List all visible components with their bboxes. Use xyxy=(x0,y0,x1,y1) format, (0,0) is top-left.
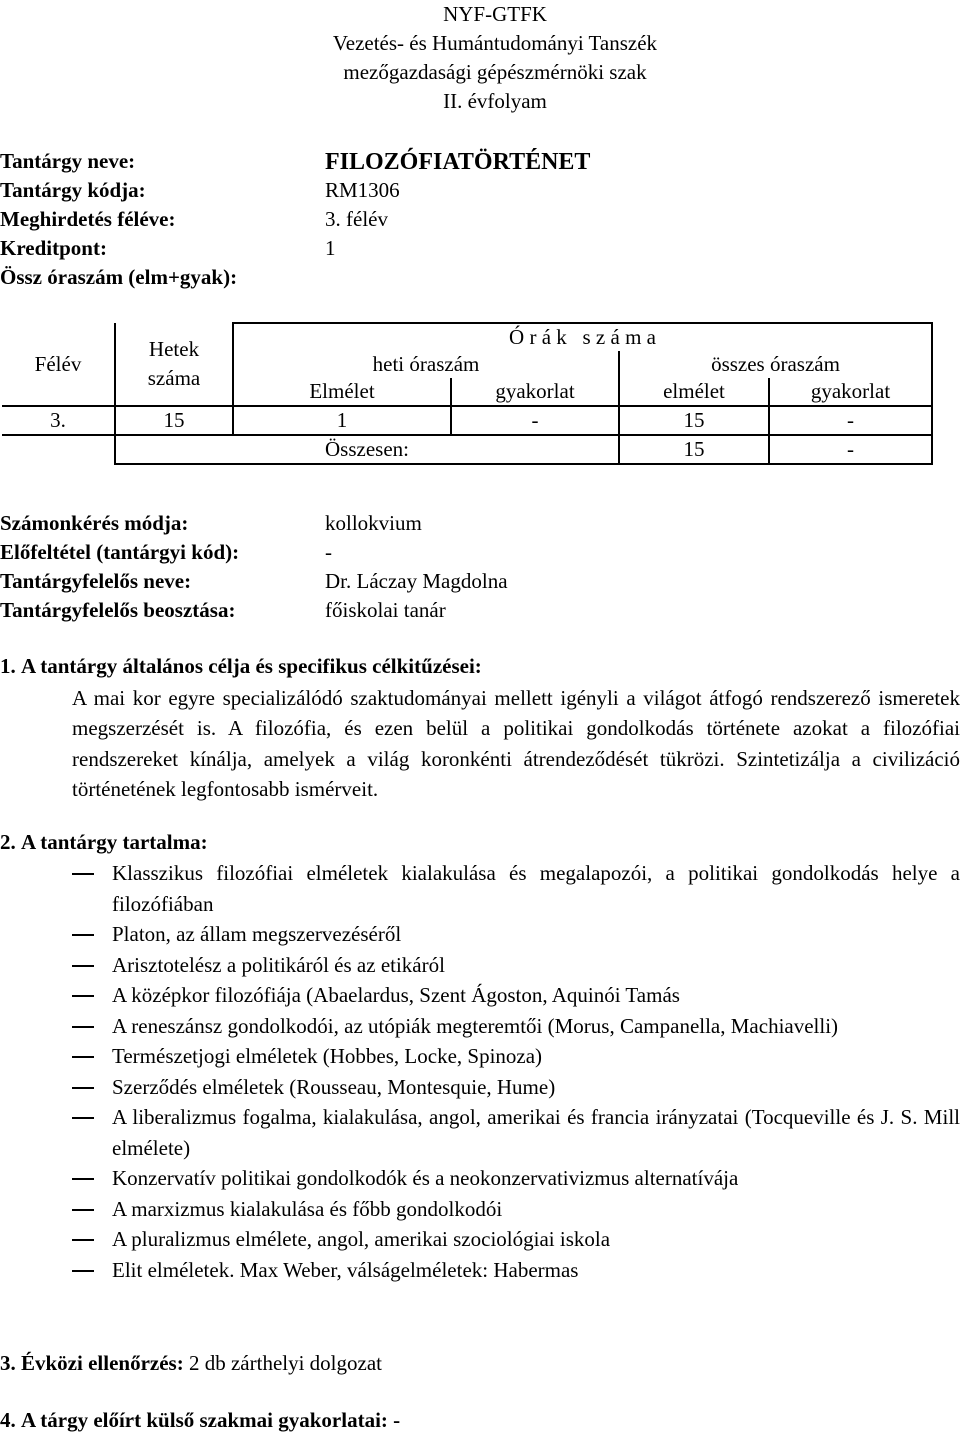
orak-szama-header: Ó r á k s z á m a xyxy=(233,323,932,351)
list-item: Természetjogi elméletek (Hobbes, Locke, Spinoza) xyxy=(0,1041,960,1072)
list-item: A pluralizmus elmélete, angol, amerikai szociológiai iskola xyxy=(0,1224,960,1255)
section3-value: 2 db zárthelyi dolgozat xyxy=(188,1351,382,1375)
credit-value: 1 xyxy=(325,236,336,260)
course-name-value: FILOZÓFIATÖRTÉNET xyxy=(325,149,591,175)
hetek-line2: száma xyxy=(147,366,201,390)
header-institution: NYF-GTFK xyxy=(443,2,547,26)
dash-bullet-icon xyxy=(72,1270,94,1272)
course-code-label: Tantárgy kódja: xyxy=(0,178,146,202)
prerequisite-value: - xyxy=(325,540,332,564)
section4-heading xyxy=(0,1406,400,1435)
list-item: Platon, az állam megszervezéséről xyxy=(0,919,960,950)
section3-title: Évközi ellenőrzés: xyxy=(21,1351,184,1375)
document-header xyxy=(0,0,960,116)
section4-value: - xyxy=(393,1408,401,1432)
section2-heading xyxy=(0,828,208,857)
heti-gyakorlat-header: gyakorlat xyxy=(451,378,619,406)
responsible-title-label: Tantárgyfelelős beosztása: xyxy=(0,598,236,622)
cell-total-label: Összesen: xyxy=(115,435,619,464)
total-hours-row xyxy=(0,263,960,292)
osszes-gyakorlat-header: gyakorlat xyxy=(769,378,932,406)
cell-osszes-gyakorlat: - xyxy=(769,406,932,435)
cell-total-gyakorlat: - xyxy=(769,435,932,464)
cell-heti-gyakorlat: - xyxy=(451,406,619,435)
course-code-row xyxy=(0,176,960,205)
exam-type-label: Számonkérés módja: xyxy=(0,511,189,535)
osszes-elmelet-header: elmélet xyxy=(619,378,769,406)
exam-type-value: kollokvium xyxy=(325,511,422,535)
semester-row xyxy=(0,205,960,234)
dash-bullet-icon xyxy=(72,965,94,967)
osszes-oraszam-header: összes óraszám xyxy=(619,351,932,378)
cell-osszes-elmelet: 15 xyxy=(619,406,769,435)
cell-total-elmelet: 15 xyxy=(619,435,769,464)
col-hetek-header xyxy=(115,323,233,406)
course-code-value: RM1306 xyxy=(325,178,400,202)
header-department: Vezetés- és Humántudományi Tanszék xyxy=(332,31,658,55)
section4-number: 4. xyxy=(0,1408,16,1432)
dash-bullet-icon xyxy=(72,1239,94,1241)
section1-text: A mai kor egyre specializálódó szaktudományai mellett igényli a világot átfogó rendszerező ismeretek megszerzését is. A filozófia, és ezen belül a politikai gondolkodás története azokat a filozófiai rendszereket kínálja, amelyek a világ koronkénti átrendeződését tükrözi. Szintetizálja a civilizáció történetének legfontosabb ismérveit. xyxy=(72,686,960,801)
total-hours-label: Össz óraszám (elm+gyak): xyxy=(0,265,238,289)
list-item: A reneszánsz gondolkodói, az utópiák megteremtői (Morus, Campanella, Machiavelli) xyxy=(0,1011,960,1042)
section1-title: A tantárgy általános célja és specifikus célkitűzései: xyxy=(21,654,482,678)
cell-heti-elmelet: 1 xyxy=(233,406,451,435)
prerequisite-label: Előfeltétel (tantárgyi kód): xyxy=(0,540,240,564)
course-name-row xyxy=(0,147,960,176)
list-item: A liberalizmus fogalma, kialakulása, angol, amerikai és francia irányzatai (Tocqueville és J. S. Mill elmélete) xyxy=(0,1102,960,1163)
dash-bullet-icon xyxy=(72,934,94,936)
section3-heading xyxy=(0,1349,382,1378)
dash-bullet-icon xyxy=(72,1026,94,1028)
credit-row xyxy=(0,234,960,263)
section1-number: 1. xyxy=(0,654,16,678)
prerequisite-row xyxy=(0,538,960,567)
section2-number: 2. xyxy=(0,830,16,854)
dash-bullet-icon xyxy=(72,1087,94,1089)
assessment-info xyxy=(0,509,960,625)
list-item: A középkor filozófiája (Abaelardus, Szent Ágoston, Aquinói Tamás xyxy=(0,980,960,1011)
hetek-line1: Hetek xyxy=(148,337,200,361)
table-total-row xyxy=(2,435,932,464)
section1-heading xyxy=(0,652,482,681)
header-program: mezőgazdasági gépészmérnöki szak xyxy=(343,60,647,84)
section2-title: A tantárgy tartalma: xyxy=(21,830,208,854)
list-item: Elit elméletek. Max Weber, válságelméletek: Habermas xyxy=(0,1255,960,1286)
section4-title: A tárgy előírt külső szakmai gyakorlatai: xyxy=(21,1408,388,1432)
content-list xyxy=(0,858,960,1285)
list-item: Arisztotelész a politikáról és az etikáról xyxy=(0,950,960,981)
responsible-title-row xyxy=(0,596,960,625)
exam-type-row xyxy=(0,509,960,538)
semester-value: 3. félév xyxy=(325,207,388,231)
dash-bullet-icon xyxy=(72,1117,94,1119)
responsible-title-value: főiskolai tanár xyxy=(325,598,446,622)
heti-elmelet-header: Elmélet xyxy=(233,378,451,406)
list-item: Klasszikus filozófiai elméletek kialakulása és megalapozói, a politikai gondolkodás helye a filozófiában xyxy=(0,858,960,919)
heti-oraszam-header: heti óraszám xyxy=(233,351,619,378)
list-item: Szerződés elméletek (Rousseau, Montesquie, Hume) xyxy=(0,1072,960,1103)
credit-label: Kreditpont: xyxy=(0,236,107,260)
col-felev-header: Félév xyxy=(2,323,115,406)
responsible-name-label: Tantárgyfelelős neve: xyxy=(0,569,192,593)
semester-label: Meghirdetés féléve: xyxy=(0,207,176,231)
dash-bullet-icon xyxy=(72,1178,94,1180)
responsible-name-row xyxy=(0,567,960,596)
cell-felev: 3. xyxy=(2,406,115,435)
dash-bullet-icon xyxy=(72,873,94,875)
dash-bullet-icon xyxy=(72,995,94,997)
hours-table xyxy=(2,322,933,465)
course-info xyxy=(0,147,960,292)
table-row xyxy=(2,406,932,435)
responsible-name-value: Dr. Láczay Magdolna xyxy=(325,569,508,593)
dash-bullet-icon xyxy=(72,1056,94,1058)
dash-bullet-icon xyxy=(72,1209,94,1211)
cell-hetek: 15 xyxy=(115,406,233,435)
header-year: II. évfolyam xyxy=(443,89,547,113)
list-item: Konzervatív politikai gondolkodók és a neokonzervativizmus alternatívája xyxy=(0,1163,960,1194)
course-name-label: Tantárgy neve: xyxy=(0,149,136,173)
cell-total-blank xyxy=(2,435,115,464)
section3-number: 3. xyxy=(0,1351,16,1375)
list-item: A marxizmus kialakulása és főbb gondolkodói xyxy=(0,1194,960,1225)
